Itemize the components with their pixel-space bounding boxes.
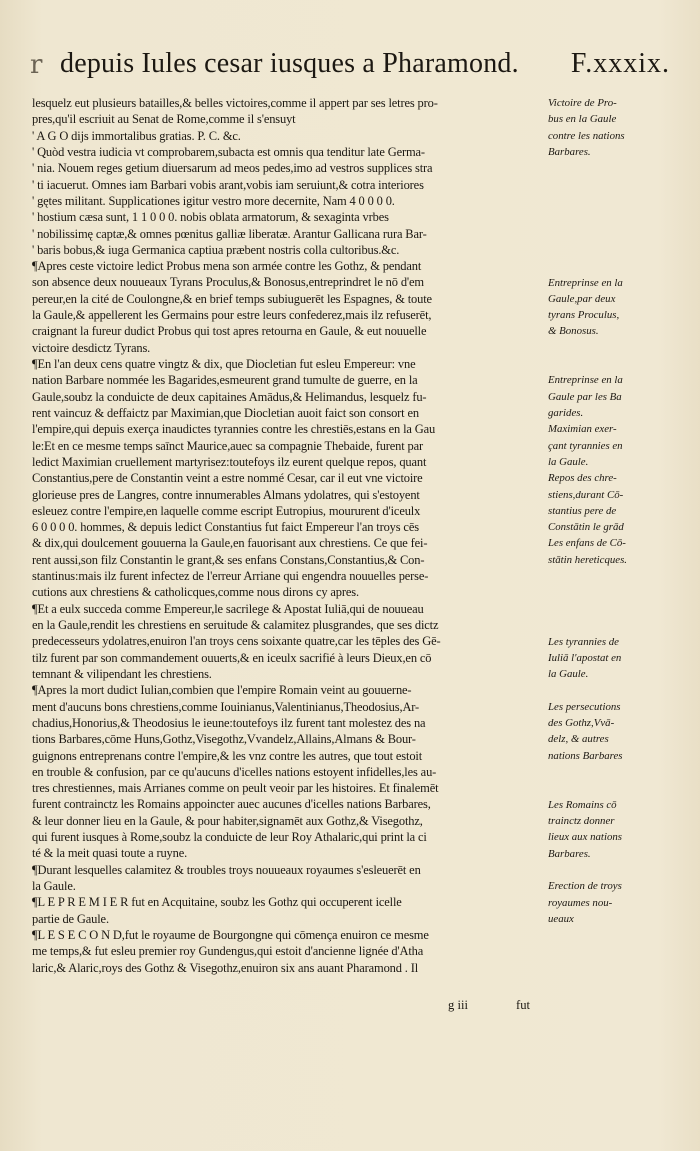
text-line: tilz furent par son commandement ouuerts,& en iceulx sacrifié à leurs Dieux,en cō: [32, 650, 432, 665]
text-line: ment d'aucuns bons chrestiens,comme Iouinianus,Valentinianus,Theodosius,Ar-: [32, 699, 420, 714]
margin-note-line: stantius pere de: [548, 504, 617, 517]
text-line: ¶Durant lesquelles calamitez & troubles troys nouueaux royaumes s'esleuerēt en: [32, 862, 421, 877]
text-line: ¶L E P R E M I E R fut en Acquitaine, soubz les Gothz qui occuperent icelle: [32, 895, 402, 910]
text-line: ledict Maximian cruellement martyrisez:toutefoys ilz eurent quelque repos, quant: [32, 454, 427, 469]
text-line: ' ti iacuerut. Omnes iam Barbari vobis arant,vobis iam seruiunt,& cotra interiores: [32, 177, 424, 192]
margin-note-line: Erection de troys: [548, 880, 622, 893]
text-line: ¶Et a eulx succeda comme Empereur,le sacrilege & Apostat Iuliā,qui de nouueau: [32, 601, 424, 616]
margin-note-line: Entreprinse en la: [548, 276, 623, 289]
margin-note: [548, 95, 678, 160]
text-line: glorieuse pres de Langres, contre innumerables Almans ydolatres, qui s'estoyent: [32, 487, 420, 502]
text-line: la Gaule,& appellerent les Germains pour estre leurs confederez,mais ilz refuserēt,: [32, 308, 432, 323]
margin-note-line: contre les nations: [548, 129, 625, 142]
text-line: me temps,& fut esleu premier roy Gundengus,qui estoit d'ancienne lignée d'Atha: [32, 944, 424, 959]
text-line: stantinus:mais ilz furent infectez de l'erreur Arriane qui engendra nouuelles perse-: [32, 569, 429, 584]
margin-note-line: royaumes nou-: [548, 896, 613, 909]
margin-note-line: Iuliā l'apostat en: [548, 651, 622, 664]
margin-note-line: çant tyrannies en: [548, 439, 623, 452]
text-line: ' A G O dijs immortalibus gratias. P. C. &c.: [32, 128, 241, 143]
margin-note-line: ueaux: [548, 912, 574, 925]
header-mark: r: [30, 50, 43, 80]
text-line: Constantius,pere de Constantin veint a estre nommé Cesar, car il eut vne victoire: [32, 471, 423, 486]
text-line: 6 0 0 0 0. hommes, & depuis ledict Constantius fut faict Empereur l'an troys cēs: [32, 520, 419, 535]
text-line: tions Barbares,cōme Huns,Gothz,Visegothz,Vvandelz,Allains,Almans & Bour-: [32, 732, 416, 747]
text-line: craignant la fureur dudict Probus qui tost apres retourna en Gaule, & eut nouuelle: [32, 324, 427, 339]
running-title: depuis Iules cesar iusques a Pharamond.: [60, 48, 519, 79]
margin-note-line: Victoire de Pro-: [548, 97, 617, 109]
margin-note-line: Constātin le grād: [548, 521, 624, 534]
text-line: guignons entreprenans contre l'empire,& les vnz contre les autres, que tout estoit: [32, 748, 423, 763]
margin-note-line: Gaule par les Ba: [548, 390, 622, 403]
text-line: ¶Apres la mort dudict Iulian,combien que l'empire Romain veint au gouuerne-: [32, 683, 412, 698]
text-line: ¶L E S E C O N D,fut le royaume de Bourgongne qui cōmença enuiron ce mesme: [32, 927, 429, 942]
text-line: lesquelz eut plusieurs batailles,& belles victoires,comme il appert par ses letres pro-: [32, 96, 438, 110]
text-line: le:Et en ce mesme temps saīnct Maurice,auec sa compagnie Thebaide, furent par: [32, 438, 424, 453]
text-line: cutions aux chrestiens & catholicques,comme nous dirons cy apres.: [32, 585, 359, 600]
margin-note-line: Les Romains cō: [548, 798, 617, 811]
text-line: ' hostium cæsa sunt, 1 1 0 0 0. nobis oblata armatorum, & sexaginta vrbes: [32, 210, 389, 225]
margin-note: [548, 372, 678, 568]
margin-note: [548, 878, 678, 927]
text-line: esleuez contre l'empire,en laquelle comme escript Eutropius, moururent d'iceulx: [32, 503, 421, 518]
margin-note-line: stiens,durant Cō-: [548, 488, 624, 501]
text-line: ' nia. Nouem reges getium diuersarum ad meos pedes,imo ad vestros supplices stra: [32, 161, 433, 176]
text-line: predecesseurs ydolatres,enuiron l'an troys cens soixante quatre,car les tēples des Gē-: [32, 634, 441, 649]
text-line: ' baris bobus,& iuga Germanica captiua præbent nostris colla cultoribus.&c.: [32, 242, 400, 257]
margin-note-line: la Gaule.: [548, 455, 589, 468]
text-line: & leur donner lieu en la Gaule, & pour habiter,signamēt aux Gothz,& Visegothz,: [32, 813, 423, 828]
margin-note-line: garides.: [548, 407, 584, 420]
margin-note: [548, 797, 678, 862]
margin-note: [548, 634, 678, 683]
margin-note-line: delz, & autres: [548, 733, 609, 746]
text-line: partie de Gaule.: [32, 911, 109, 926]
text-line: furent contrainctz les Romains appoincter auec aucunes d'icelles nations Barbares,: [32, 797, 431, 812]
text-line: ' gętes militant. Supplicationes igitur vestro more decernite, Nam 4 0 0 0 0.: [32, 193, 395, 208]
text-line: victoire desdictz Tyrans.: [32, 340, 151, 355]
margin-note-line: Gaule,par deux: [548, 292, 616, 305]
text-line: laric,& Alaric,roys des Gothz & Visegothz,enuiron six ans auant Pharamond . Il: [32, 960, 419, 975]
text-line: chadius,Honorius,& Theodosius le ieune:toutefoys ilz furent tant molestez des na: [32, 715, 426, 730]
text-line: la Gaule.: [32, 879, 76, 893]
margin-note-line: Maximian exer-: [548, 423, 617, 436]
margin-note-line: Les tyrannies de: [548, 635, 619, 648]
text-line: qui furent iusques à Rome,soubz la conduicte de leur Roy Athalaric,qui print la ci: [32, 830, 427, 845]
text-line: pres,qu'il escriuit au Senat de Rome,comme il s'ensuyt: [32, 112, 296, 127]
signature-mark: g iii: [448, 998, 468, 1012]
text-line: ' Quòd vestra iudicia vt comprobarem,subacta est omnis qua tenditur late Germa-: [32, 144, 425, 159]
margin-note-line: Les persecutions: [548, 700, 621, 713]
text-line: nation Barbare nommée les Bagarides,esmeurent grand tumulte de guerre, en la: [32, 373, 418, 388]
text-line: l'empire,qui depuis exerça inaudictes tyrannies contre les chrestiēs,estans en la Gau: [32, 422, 436, 437]
margin-note-line: & Bonosus.: [548, 325, 599, 338]
margin-note: [548, 699, 678, 764]
main-text-column: [32, 95, 542, 976]
text-line: en trouble & confusion, par ce qu'aucuns d'icelles nations estoyent infidelles,les au-: [32, 764, 437, 779]
page-footer: [448, 998, 530, 1013]
margin-note: [548, 275, 678, 340]
margin-note-line: stātin hereticques.: [548, 553, 628, 566]
margin-note-line: lieux aux nations: [548, 831, 622, 844]
margin-note-line: nations Barbares: [548, 749, 623, 762]
text-line: ¶Apres ceste victoire ledict Probus mena son armée contre les Gothz, & pendant: [32, 259, 422, 274]
text-line: Gaule,soubz la conduicte de deux capitaines Amādus,& Helimandus, lesquelz fu-: [32, 389, 427, 404]
text-line: ¶En l'an deux cens quatre vingtz & dix, que Diocletian fut esleu Empereur: vne: [32, 357, 416, 371]
catchword: fut: [516, 998, 530, 1012]
text-line: rent aussi,son filz Constantin le grant,& ses enfans Constans,Constantius,& Con-: [32, 552, 425, 567]
text-line: té & la meit quasi toute a ruyne.: [32, 846, 188, 861]
text-line: ' nobilissimę captæ,& omnes pœnitus galliæ liberatæ. Arantur Gallicana rura Bar-: [32, 226, 427, 241]
margin-note-line: Les enfans de Cō-: [548, 537, 626, 550]
text-line: son absence deux nouueaux Tyrans Proculus,& Bonosus,entreprindret le nō d'em: [32, 275, 424, 290]
running-header: [30, 46, 670, 86]
margin-note-line: Barbares.: [548, 847, 591, 860]
text-line: & dix,qui doulcement gouuerna la Gaule,en fauorisant aux chrestiens. Ce que fei-: [32, 536, 428, 551]
text-line: tres chrestiennes, mais Arrianes comme on peult veoir par les histoires. Et finalemēt: [32, 781, 439, 796]
margin-note-line: bus en la Gaule: [548, 113, 617, 126]
margin-note-line: la Gaule.: [548, 668, 589, 681]
text-line: temnant & vilipendant les chrestiens.: [32, 666, 212, 681]
margin-note-line: Repos des chre-: [548, 472, 617, 485]
margin-note-line: Barbares.: [548, 145, 591, 158]
margin-note-line: Entreprinse en la: [548, 374, 623, 387]
margin-note-line: des Gothz,Vvā-: [548, 717, 615, 730]
text-line: rent vaincuz & deffaictz par Maximian,que Diocletian auoit faict son consort en: [32, 405, 419, 420]
margin-note-line: trainctz donner: [548, 815, 615, 828]
margin-note-line: tyrans Proculus,: [548, 309, 620, 322]
text-line: pereur,en la cité de Coulongne,& en brief temps subiuguerēt les Espagnes, & toute: [32, 291, 432, 306]
folio-number: F.xxxix.: [570, 48, 670, 79]
text-line: en la Gaule,rendit les chrestiens en seruitude & calamitez plusgrandes, que ses dictz: [32, 618, 439, 632]
